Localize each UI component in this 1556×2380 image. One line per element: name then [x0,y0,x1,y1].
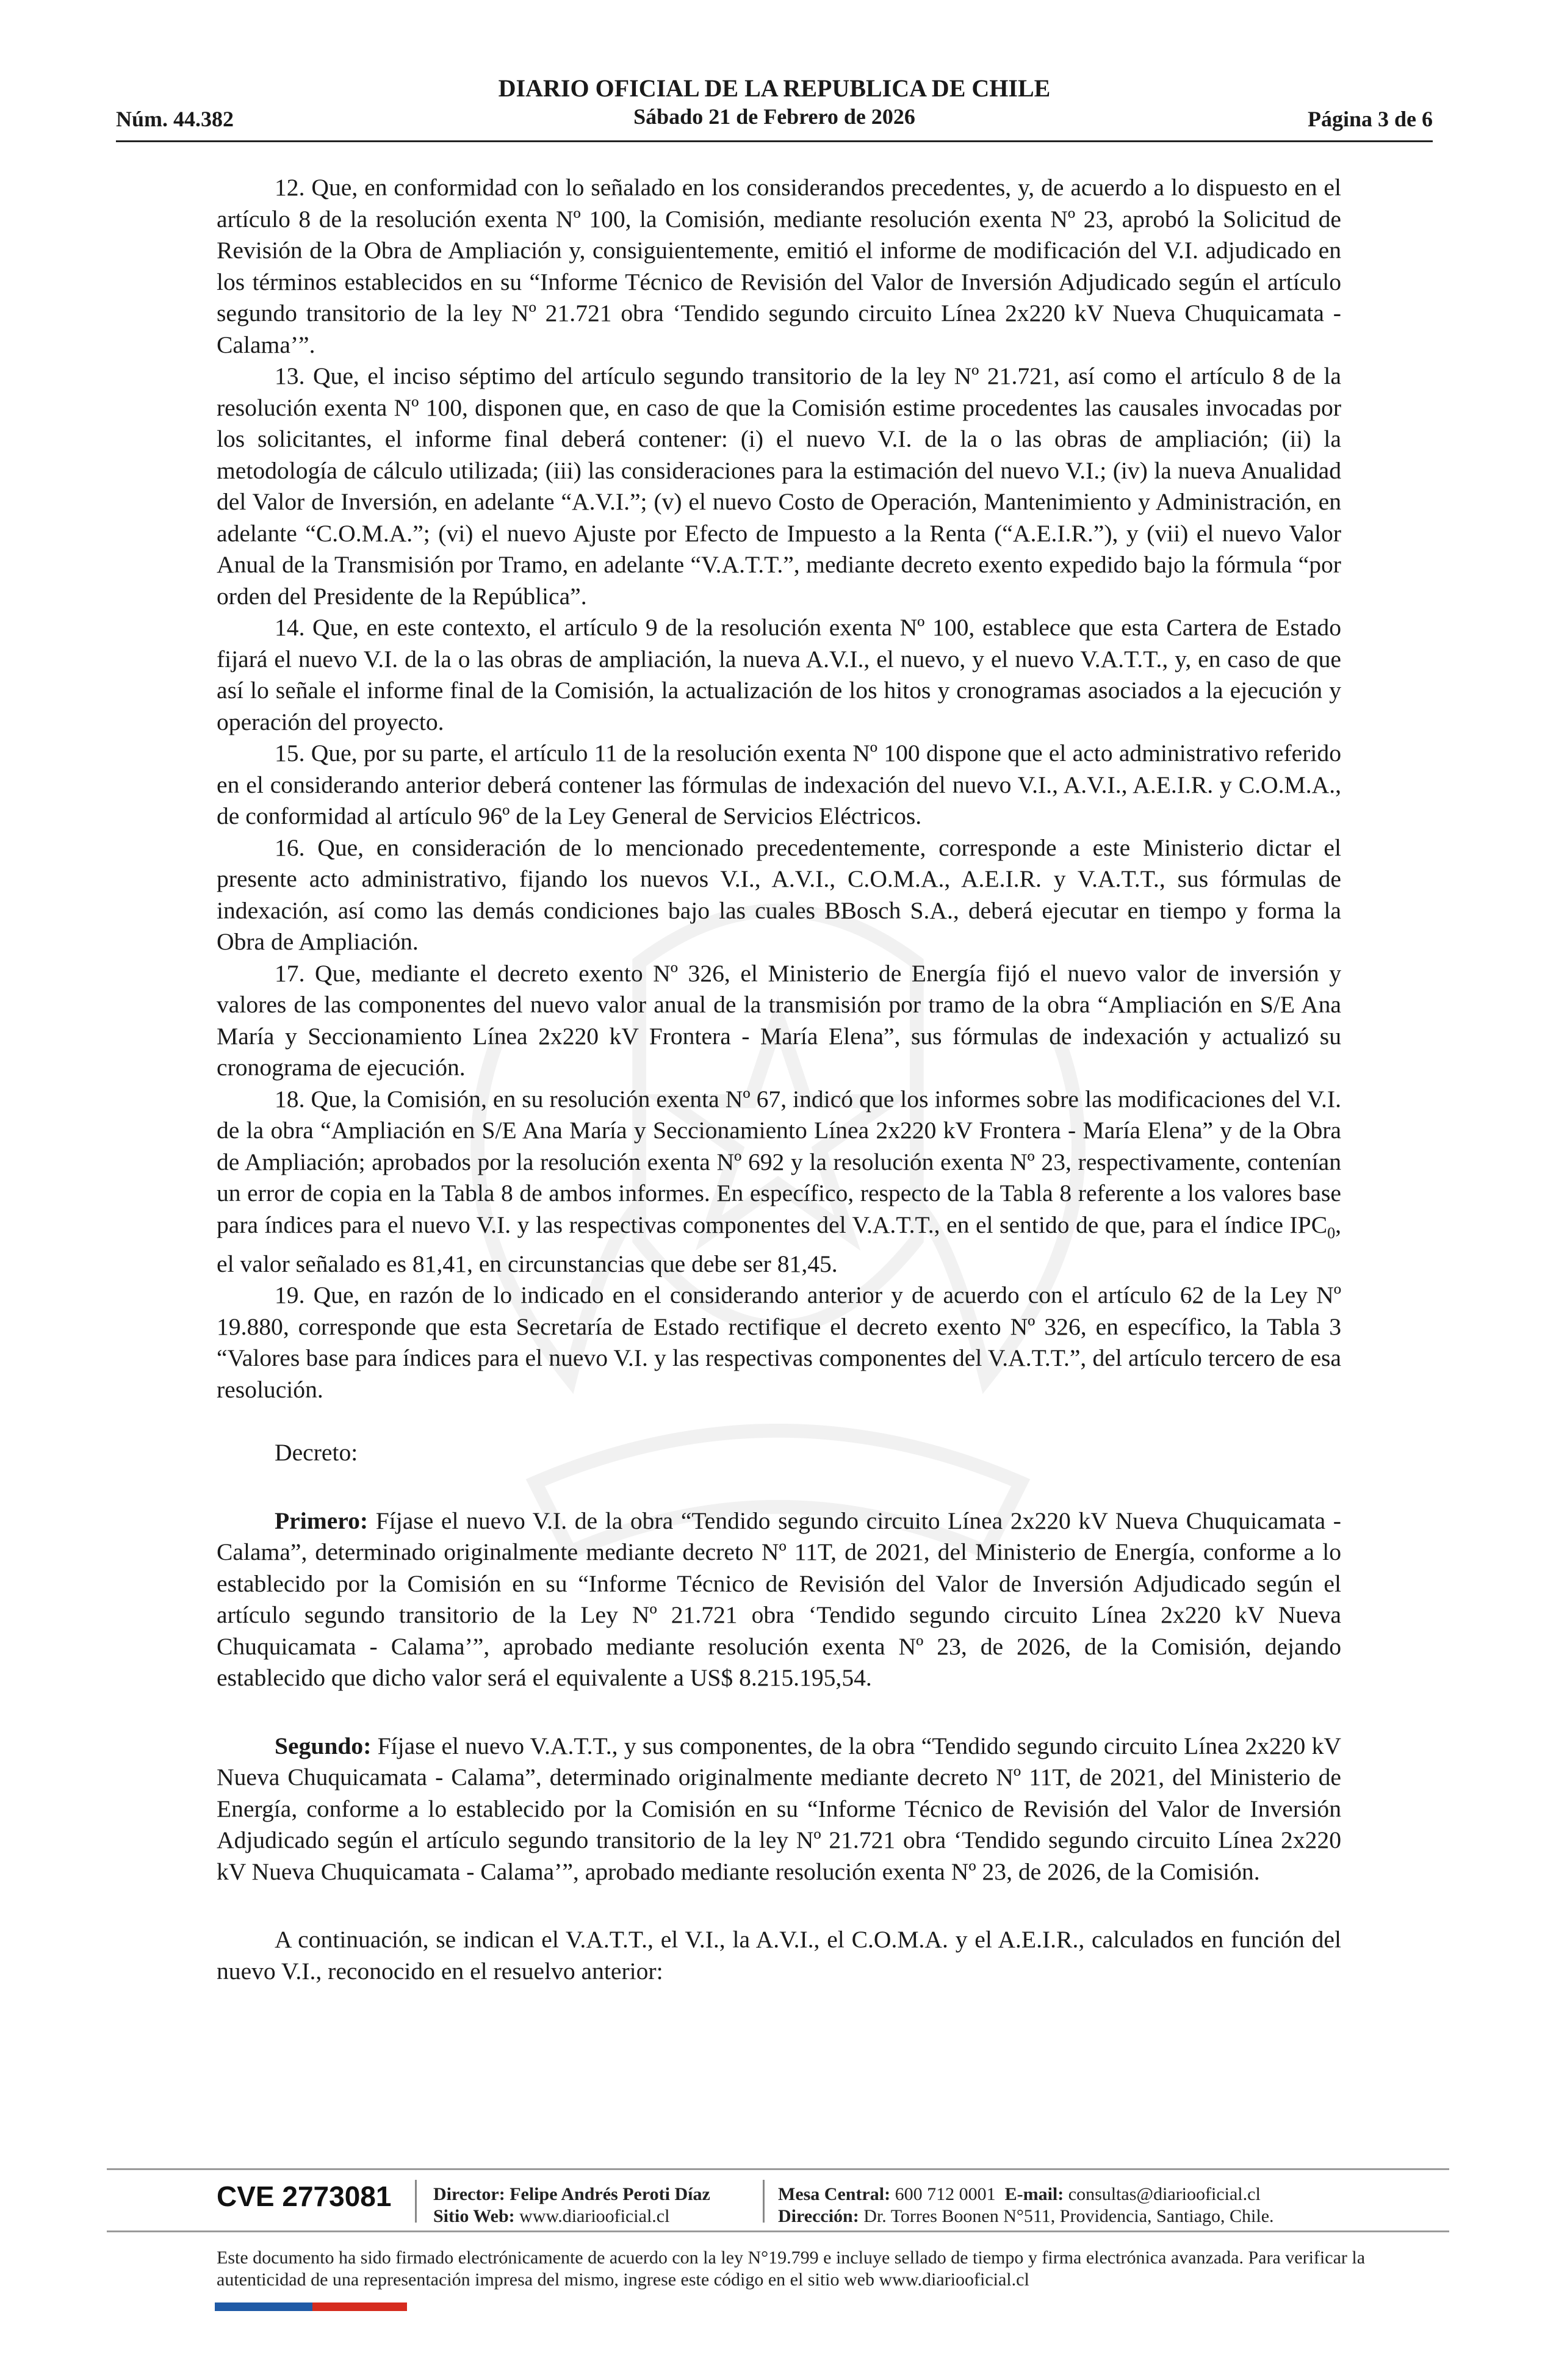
website-link[interactable]: www.diariooficial.cl [519,2206,670,2226]
director-label: Director: [433,2184,505,2204]
footer-director-info [433,2183,710,2227]
considerando-18-tail: , el valor señalado es 81,41, en circunstancias que debe ser 81,45. [217,1211,1341,1277]
segundo-label: Segundo: [275,1732,372,1759]
cve-code: CVE 2773081 [217,2180,392,2212]
decreto-heading: Decreto: [275,1439,358,1466]
segundo-text: Fíjase el nuevo V.A.T.T., y sus componentes, de la obra “Tendido segundo circuito Línea 2x220 kV Nueva Chuquicamata - Calama”, determinado originalmente mediante decreto Nº 11T, de 2021, del Ministerio de Energía, conforme a lo establecido por la Comisión en su “Informe Técnico de Revisión del Valor de Inversión Adjudicado según el artículo segundo transitorio de la ley Nº 21.721 obra ‘Tendido segundo circuito Línea 2x220 kV Nueva Chuquicamata - Calama’”, aprobado mediante resolución exenta Nº 23, de 2026, de la Comisión. [217,1732,1341,1885]
considerando-12: 12. Que, en conformidad con lo señalado en los considerandos precedentes, y, de acuerdo a lo dispuesto en el artículo 8 de la resolución exenta Nº 100, la Comisión, mediante resolución exenta Nº 23, aprobó la Solicitud de Revisión de la Obra de Ampliación y, consiguientemente, emitió el informe de modificación del V.I. adjudicado en los términos establecidos en su “Informe Técnico de Revisión del Valor de Inversión Adjudicado según el artículo segundo transitorio de la ley Nº 21.721 obra ‘Tendido segundo circuito Línea 2x220 kV Nueva Chuquicamata - Calama’”. [217,174,1341,358]
continuation-paragraph: A continuación, se indican el V.A.T.T., el V.I., la A.V.I., el C.O.M.A. y el A.E.I.R., calculados en función del nuevo V.I., reconocido en el resuelvo anterior: [217,1926,1341,1985]
footer-contact-info [778,2183,1274,2227]
flag-stripe-red [312,2302,407,2311]
footer-separator [763,2180,765,2223]
masthead [116,74,1433,131]
primero-label: Primero: [275,1507,369,1534]
footer-divider-bottom [107,2230,1449,2232]
mesa-phone: 600 712 0001 [895,2184,996,2204]
ipc-subscript: 0 [1327,1224,1336,1242]
considerando-13: 13. Que, el inciso séptimo del artículo segundo transitorio de la ley Nº 21.721, así como el artículo 8 de la resolución exenta Nº 100, disponen que, en caso de que la Comisión estime procedentes las causales invocadas por los solicitantes, el informe final deberá contener: (i) el nuevo V.I. de la o las obras de ampliación; (ii) la metodología de cálculo utilizada; (iii) las consideraciones para la estimación del nuevo V.I.; (iv) la nueva Anualidad del Valor de Inversión, en adelante “A.V.I.”; (v) el nuevo Costo de Operación, Mantenimiento y Administración, en adelante “C.O.M.A.”; (vi) el nuevo Ajuste por Efecto de Impuesto a la Renta (“A.E.I.R.”), y (vii) el nuevo Valor Anual de la Transmisión por Tramo, en adelante “V.A.T.T.”, mediante decreto exento expedido bajo la fórmula “por orden del Presidente de la República”. [217,362,1341,610]
newspaper-title: DIARIO OFICIAL DE LA REPUBLICA DE CHILE [498,74,1051,102]
considerando-19: 19. Que, en razón de lo indicado en el considerando anterior y de acuerdo con el artículo 62 de la Ley Nº 19.880, corresponde que esta Secretaría de Estado rectifique el decreto exento Nº 326, en específico, la Tabla 3 “Valores base para índices para el nuevo V.I. y las respectivas componentes del V.A.T.T.”, del artículo tercero de esa resolución. [217,1282,1341,1403]
issue-number: Núm. 44.382 [116,107,234,131]
issue-date: Sábado 21 de Febrero de 2026 [633,104,915,129]
considerando-18 [217,1084,1341,1280]
page-header [116,74,1433,148]
considerando-14: 14. Que, en este contexto, el artículo 9 de la resolución exenta Nº 100, establece que esta Cartera de Estado fijará el nuevo V.I. de la o las obras de ampliación, la nueva A.V.I., el nuevo, y el nuevo V.A.T.T., y, en caso de que así lo señale el informe final de la Comisión, la actualización de los hitos y cronogramas asociados a la ejecución y operación del proyecto. [217,614,1341,735]
signature-disclaimer: Este documento ha sido firmado electrónicamente de acuerdo con la ley N°19.799 e incluye sellado de tiempo y firma electrónica avanzada. Para verificar la autenticidad de una representación impresa del mismo, ingrese este código en el sitio web www.diariooficial.cl [217,2248,1366,2290]
website-label: Sitio Web: [433,2206,515,2226]
page-indicator: Página 3 de 6 [1307,107,1433,131]
considerando-15: 15. Que, por su parte, el artículo 11 de la resolución exenta Nº 100 dispone que el acto administrativo referido en el considerando anterior deberá contener las fórmulas de indexación del nuevo V.I., A.V.I., A.E.I.R. y C.O.M.A., de conformidad al artículo 96º de la Ley General de Servicios Eléctricos. [217,740,1341,829]
considerando-17: 17. Que, mediante el decreto exento Nº 326, el Ministerio de Energía fijó el nuevo valor de inversión y valores de las componentes del nuevo valor anual de la transmisión por tramo de la obra “Ampliación en S/E Ana María y Seccionamiento Línea 2x220 kV Frontera - María Elena”, sus fórmulas de indexación y actualizó su cronograma de ejecución. [217,959,1341,1081]
email-label: E-mail: [1004,2184,1064,2204]
address-label: Dirección: [778,2206,859,2226]
document-body [217,172,1341,1987]
considerando-16: 16. Que, en consideración de lo mencionado precedentemente, corresponde a este Ministerio dictar el presente acto administrativo, fijando los nuevos V.I., A.V.I., C.O.M.A., A.E.I.R. y V.A.T.T., sus fórmulas de indexación, así como las demás condiciones bajo las cuales BBosch S.A., deberá ejecutar en tiempo y forma la Obra de Ampliación. [217,834,1341,955]
primero-text: Fíjase el nuevo V.I. de la obra “Tendido segundo circuito Línea 2x220 kV Nueva Chuquicamata - Calama”, determinado originalmente mediante decreto Nº 11T, de 2021, del Ministerio de Energía, conforme a lo establecido por la Comisión en su “Informe Técnico de Revisión del Valor de Inversión Adjudicado según el artículo segundo transitorio de la Ley Nº 21.721 obra ‘Tendido segundo circuito Línea 2x220 kV Nueva Chuquicamata - Calama’”, aprobado mediante resolución exenta Nº 23, de 2026, de la Comisión, dejando establecido que dicho valor será el equivalente a US$ 8.215.195,54. [217,1507,1341,1692]
footer-divider-top [107,2168,1449,2170]
address-value: Dr. Torres Boonen N°511, Providencia, Santiago, Chile. [863,2206,1274,2226]
director-name: Felipe Andrés Peroti Díaz [510,2184,710,2204]
article-primero [217,1506,1341,1694]
header-divider [116,140,1433,142]
article-segundo [217,1731,1341,1888]
considerando-18-text: 18. Que, la Comisión, en su resolución exenta Nº 67, indicó que los informes sobre las modificaciones del V.I. de la obra “Ampliación en S/E Ana María y Seccionamiento Línea 2x220 kV Frontera - María Elena” y de la Obra de Ampliación; aprobados por la resolución exenta Nº 692 y la resolución exenta Nº 23, respectivamente, contenían un error de copia en la Tabla 8 de ambos informes. En específico, respecto de la Tabla 8 referente a los valores base para índices para el nuevo V.I. y las respectivas componentes del V.A.T.T., en el sentido de que, para el índice IPC [217,1085,1341,1238]
mesa-label: Mesa Central: [778,2184,891,2204]
footer-separator [415,2180,417,2223]
flag-stripe-blue [215,2302,312,2311]
email-link[interactable]: consultas@diariooficial.cl [1068,2184,1261,2204]
